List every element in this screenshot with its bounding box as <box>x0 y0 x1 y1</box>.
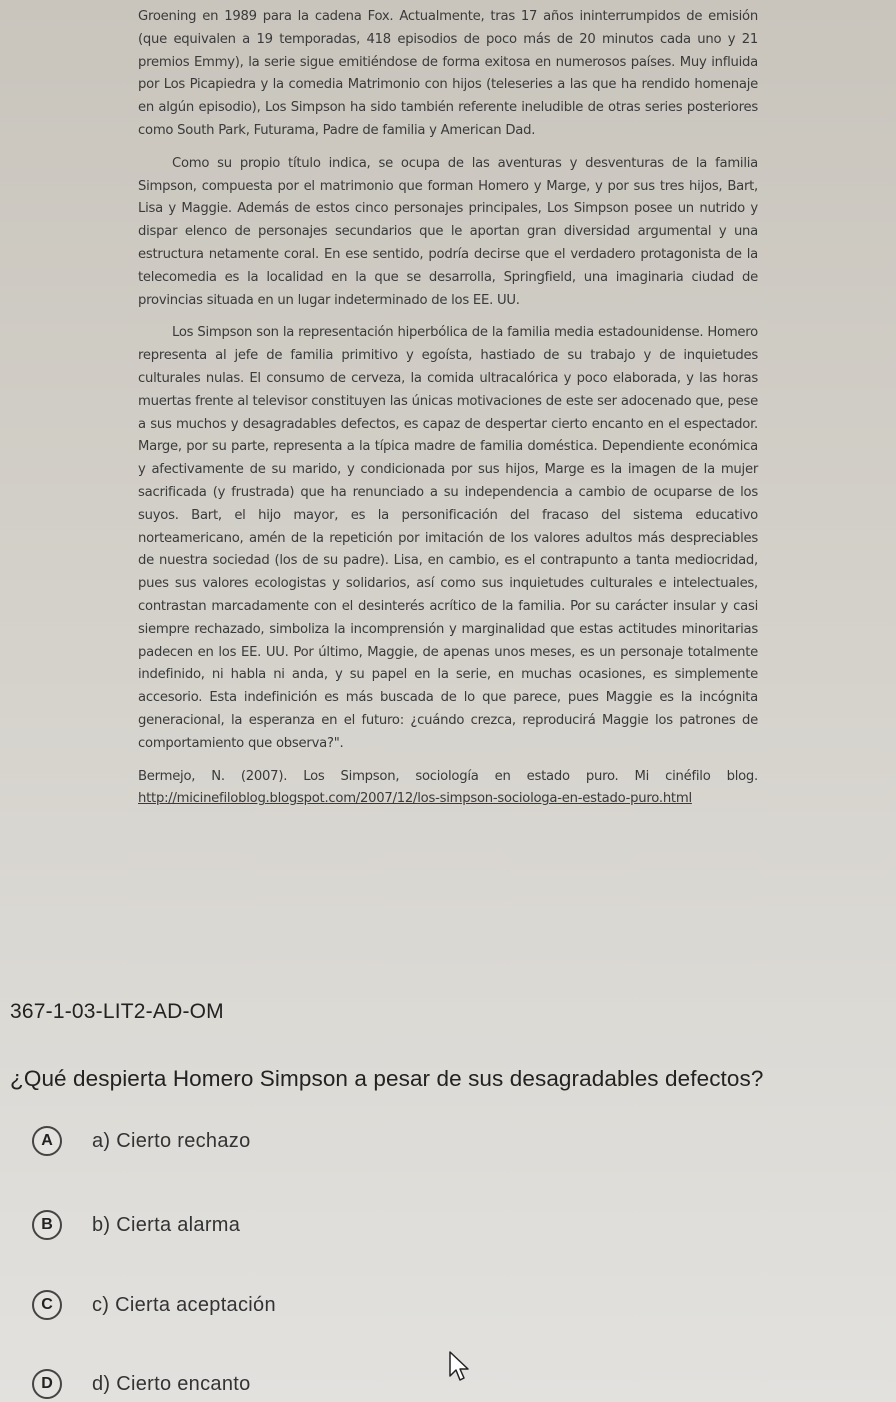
option-letter: A <box>32 1126 62 1156</box>
option-a[interactable] <box>32 1126 251 1156</box>
article-text <box>138 6 758 821</box>
source-url[interactable]: http://micinefiloblog.blogspot.com/2007/12/los-simpson-sociologa-en-estado-puro.html <box>138 791 692 807</box>
question-text: ¿Qué despierta Homero Simpson a pesar de sus desagradables defectos? <box>10 1066 764 1091</box>
option-letter: D <box>32 1369 62 1399</box>
option-b[interactable] <box>32 1210 240 1240</box>
article-paragraph: Los Simpson son la representación hiperbólica de la familia media estadounidense. Homero representa al jefe de familia primitivo y egoísta, hastiado de su trabajo y de inquietudes culturales nulas. El consumo de cerveza, la comida ultracalórica y poco elaborada, y las horas muertas frente al televisor constituyen las únicas motivaciones de este ser adocenado que, pese a sus muchos y desagradables defectos, es capaz de despertar cierto encanto en el espectador. Marge, por su parte, representa a la típica madre de familia doméstica. Dependiente económica y afectivamente de su marido, y condicionada por sus hijos, Marge es la imagen de la mujer sacrificada (y frustrada) que ha renunciado a su independencia a cambio de ocuparse de los suyos. Bart, el hijo mayor, es la personificación del fracaso del sistema educativo norteamericano, amén de la repetición por imitación de los valores adultos más despreciables de nuestra sociedad (los de su padre). Lisa, en cambio, es el contrapunto a tanta mediocridad, pues sus valores ecologistas y solidarios, así como sus inquietudes culturales e intelectuales, contrastan marcadamente con el desinterés acrítico de la familia. Por su carácter insular y casi siempre rechazado, simboliza la incomprensión y marginalidad que estas actitudes minoritarias padecen en los EE. UU. Por último, Maggie, de apenas unos meses, es un personaje totalmente indefinido, ni habla ni anda, y su papel en la serie, en muchas ocasiones, es simplemente accesorio. Esta indefinición es más buscada de lo que parece, pues Maggie es la incógnita generacional, la esperanza en el futuro: ¿cuándo crezca, reproducirá Maggie los patrones de comportamiento que observa?". <box>138 325 758 751</box>
option-c[interactable] <box>32 1290 276 1320</box>
option-label: a) Cierto rechazo <box>92 1129 251 1152</box>
article-paragraph: Como su propio título indica, se ocupa de las aventuras y desventuras de la familia Simpson, compuesta por el matrimonio que forman Homero y Marge, y por sus tres hijos, Bart, Lisa y Maggie. Además de estos cinco personajes principales, Los Simpson posee un nutrido y dispar elenco de personajes secundarios que le aportan gran diversidad argumental y una estructura netamente coral. En ese sentido, podría decirse que el verdadero protagonista de la telecomedia es la localidad en la que se desarrolla, Springfield, una imaginaria ciudad de provincias situada en un lugar indeterminado de los EE. UU. <box>138 155 758 308</box>
article-paragraph: Groening en 1989 para la cadena Fox. Actualmente, tras 17 años ininterrumpidos de emisión (que equivalen a 19 temporadas, 418 episodios de poco más de 20 minutos cada uno y 21 premios Emmy), la serie sigue emitiéndose de forma exitosa en numerosos países. Muy influida por Los Picapiedra y la comedia Matrimonio con hijos (teleseries a las que ha rendido homenaje en algún episodio), Los Simpson ha sido también referente ineludible de otras series posteriores como South Park, Futurama, Padre de familia y American Dad. <box>138 9 758 138</box>
option-label: b) Cierta alarma <box>92 1213 241 1236</box>
source-citation: Bermejo, N. (2007). Los Simpson, sociología en estado puro. Mi cinéfilo blog. <box>138 768 758 784</box>
article-source <box>138 766 758 812</box>
option-letter: C <box>32 1290 62 1320</box>
mouse-pointer-icon <box>448 1350 470 1384</box>
option-label: c) Cierta aceptación <box>92 1293 276 1316</box>
question-code: 367-1-03-LIT2-AD-OM <box>10 1000 224 1023</box>
option-d[interactable] <box>32 1369 251 1399</box>
option-letter: B <box>32 1210 62 1240</box>
option-label: d) Cierto encanto <box>92 1372 251 1395</box>
